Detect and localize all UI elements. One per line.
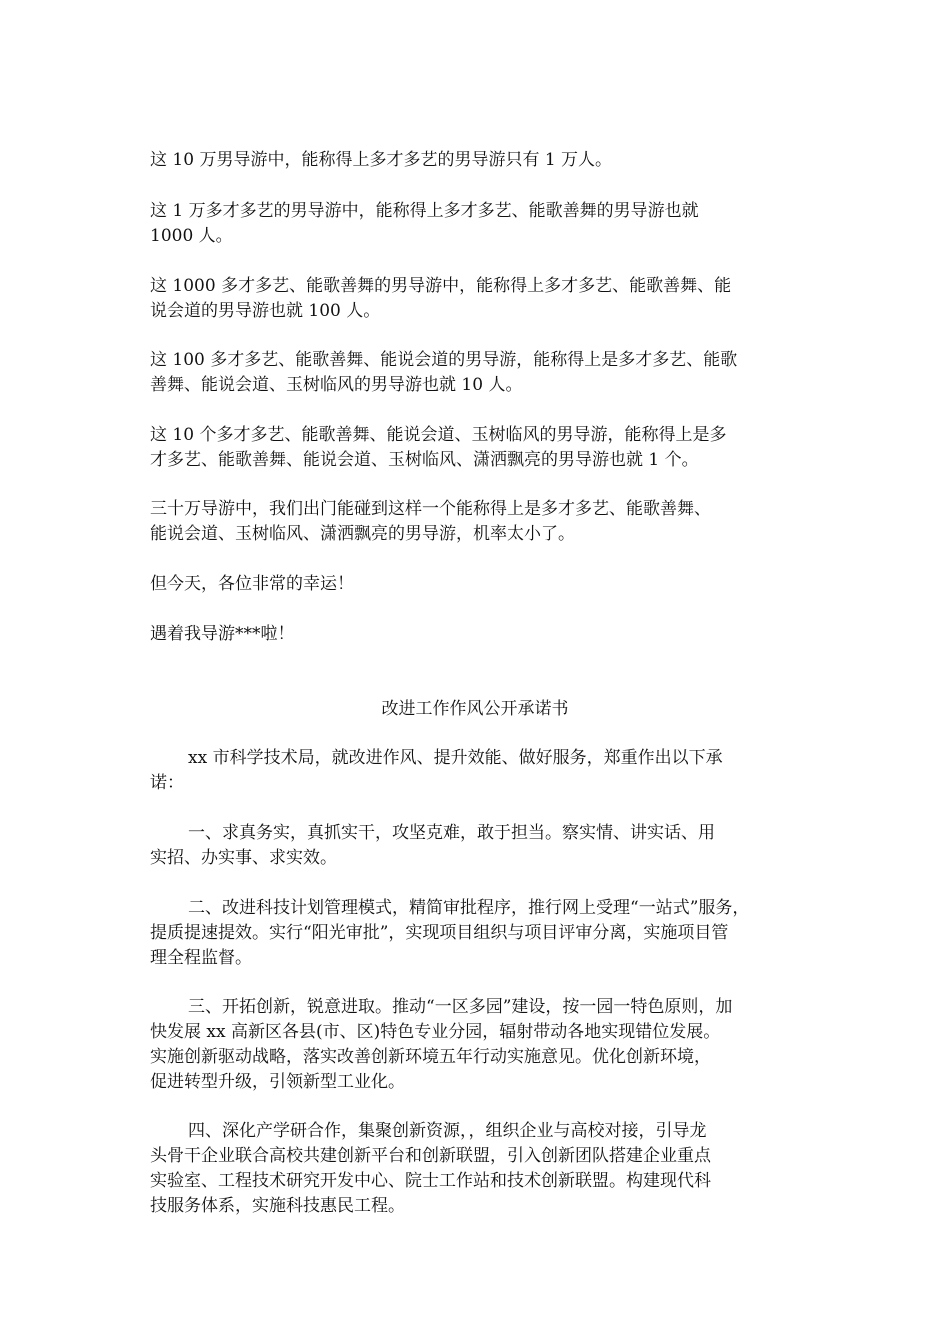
paragraph-line: 实验室、工程技术研究开发中心、院士工作站和技术创新联盟。构建现代科: [150, 1171, 711, 1191]
paragraph-line: 三十万导游中，我们出门能碰到这样一个能称得上是多才多艺、能歌善舞、: [150, 499, 711, 519]
letter-paragraph-4: [150, 995, 810, 1095]
letter-title: 改进工作作风公开承诺书: [381, 699, 569, 719]
paragraph-line: 实招、办实事、求实效。: [150, 848, 337, 868]
paragraph-line: 善舞、能说会道、玉树临风的男导游也就 10 人。: [150, 375, 523, 395]
paragraph-line: 这 10 万男导游中，能称得上多才多艺的男导游只有 1 万人。: [150, 150, 613, 170]
paragraph-line: 说会道的男导游也就 100 人。: [150, 301, 381, 321]
intro-paragraph-5: [150, 423, 810, 473]
paragraph-line: 四、深化产学研合作，集聚创新资源，，组织企业与高校对接，引导龙: [188, 1121, 707, 1141]
paragraph-line: 这 1000 多才多艺、能歌善舞的男导游中，能称得上多才多艺、能歌善舞、能: [150, 276, 732, 296]
paragraph-line: 促进转型升级，引领新型工业化。: [150, 1072, 405, 1092]
intro-paragraph-6: [150, 497, 810, 547]
letter-paragraph-3: [150, 896, 810, 971]
intro-paragraph-4: [150, 348, 810, 398]
paragraph-line: 1000 人。: [150, 226, 233, 246]
paragraph-line: 但今天，各位非常的幸运！: [150, 574, 354, 594]
paragraph-line: 提质提速提效。实行“阳光审批”，实现项目组织与项目评审分离，实施项目管: [150, 923, 729, 943]
intro-paragraph-1: [150, 148, 810, 173]
paragraph-line: 二、改进科技计划管理模式，精简审批程序，推行网上受理“一站式”服务，: [188, 898, 750, 918]
paragraph-line: 实施创新驱动战略，落实改善创新环境五年行动实施意见。优化创新环境，: [150, 1047, 711, 1067]
paragraph-line: 技服务体系，实施科技惠民工程。: [150, 1196, 405, 1216]
paragraph-line: 才多艺、能歌善舞、能说会道、玉树临风、潇洒飘亮的男导游也就 1 个。: [150, 450, 699, 470]
letter-paragraph-1: [150, 746, 810, 796]
intro-paragraph-8: [150, 622, 810, 647]
paragraph-line: 遇着我导游***啦！: [150, 624, 295, 644]
paragraph-line: 能说会道、玉树临风、潇洒飘亮的男导游，机率太小了。: [150, 524, 575, 544]
paragraph-line: 快发展 xx 高新区各县(市、区)特色专业分园，辐射带动各地实现错位发展。: [150, 1022, 721, 1042]
intro-paragraph-3: [150, 274, 810, 324]
letter-paragraph-5: [150, 1119, 810, 1219]
intro-paragraph-2: [150, 199, 810, 249]
paragraph-line: 理全程监督。: [150, 948, 252, 968]
paragraph-line: 一、求真务实，真抓实干，攻坚克难，敢于担当。察实情、讲实话、用: [188, 823, 715, 843]
paragraph-line: 这 10 个多才多艺、能歌善舞、能说会道、玉树临风的男导游，能称得上是多: [150, 425, 727, 445]
paragraph-line: 头骨干企业联合高校共建创新平台和创新联盟，引入创新团队搭建企业重点: [150, 1146, 711, 1166]
paragraph-line: 三、开拓创新，锐意进取。推动“一区多园”建设，按一园一特色原则，加: [188, 997, 733, 1017]
letter-paragraph-2: [150, 821, 810, 871]
paragraph-line: 诺：: [150, 773, 184, 793]
paragraph-line: 这 100 多才多艺、能歌善舞、能说会道的男导游，能称得上是多才多艺、能歌: [150, 350, 738, 370]
intro-paragraph-7: [150, 572, 810, 597]
paragraph-line: xx 市科学技术局，就改进作风、提升效能、做好服务，郑重作出以下承: [188, 748, 723, 768]
paragraph-line: 这 1 万多才多艺的男导游中，能称得上多才多艺、能歌善舞的男导游也就: [150, 201, 699, 221]
